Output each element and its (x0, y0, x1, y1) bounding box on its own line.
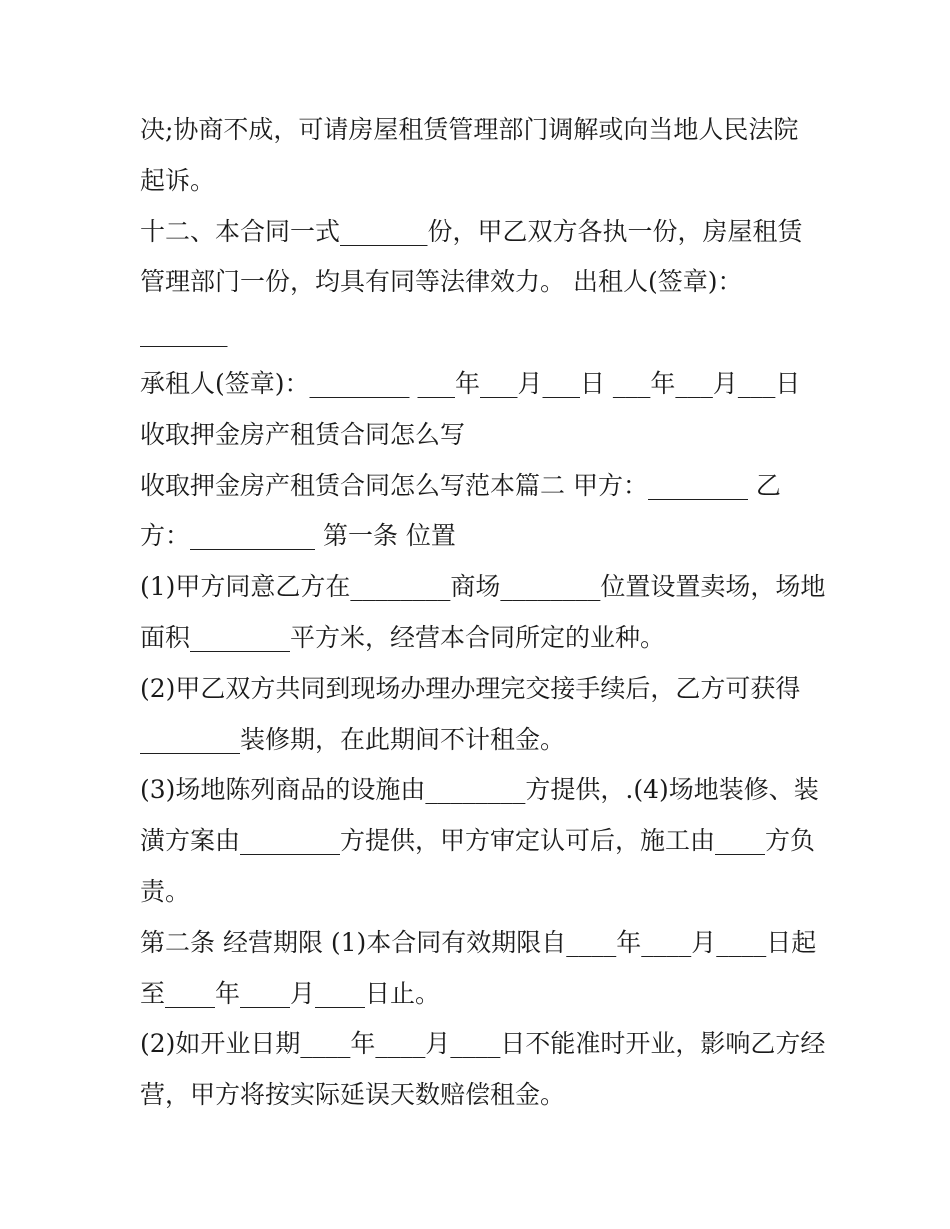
text-line: 管理部门一份，均具有同等法律效力。 出租人(签章)： (140, 267, 743, 297)
text-line: ________装修期，在此期间不计租金。 (140, 724, 566, 754)
text-line: 起诉。 (140, 165, 216, 195)
text-line: 决;协商不成，可请房屋租赁管理部门调解或向当地人民法院 (140, 115, 799, 144)
text-line: 至____年____月____日止。 (140, 978, 441, 1008)
text-line: (2)如开业日期____年____月____日不能准时开业，影响乙方经 (140, 1029, 826, 1059)
text-line: 责。 (140, 876, 191, 906)
text-line: 收取押金房产租赁合同怎么写范本篇二 甲方：________ 乙 (140, 470, 781, 500)
contract-text (140, 105, 826, 1121)
text-line: 第二条 经营期限 (1)本合同有效期限自____年____月____日起 (140, 927, 817, 957)
text-line: (3)场地陈列商品的设施由________方提供，.(4)场地装修、装 (140, 775, 819, 805)
text-line: 十二、本合同一式_______份，甲乙双方各执一份，房屋租赁 (140, 216, 803, 246)
text-line: 营，甲方将按实际延误天数赔偿租金。 (140, 1080, 566, 1110)
text-line: (1)甲方同意乙方在________商场________位置设置卖场，场地 (140, 572, 826, 602)
text-line: (2)甲乙双方共同到现场办理办理完交接手续后，乙方可获得 (140, 673, 801, 703)
signature-blank: _______ (140, 318, 228, 348)
section-title: 收取押金房产租赁合同怎么写 (140, 419, 466, 449)
text-line: 面积________平方米，经营本合同所定的业种。 (140, 622, 666, 652)
text-line: 承租人(签章)：________ ___年___月___日 ___年___月___日 (140, 368, 801, 398)
text-line: 潢方案由________方提供，甲方审定认可后，施工由____方负 (140, 826, 816, 856)
text-line: 方：__________ 第一条 位置 (140, 521, 456, 551)
